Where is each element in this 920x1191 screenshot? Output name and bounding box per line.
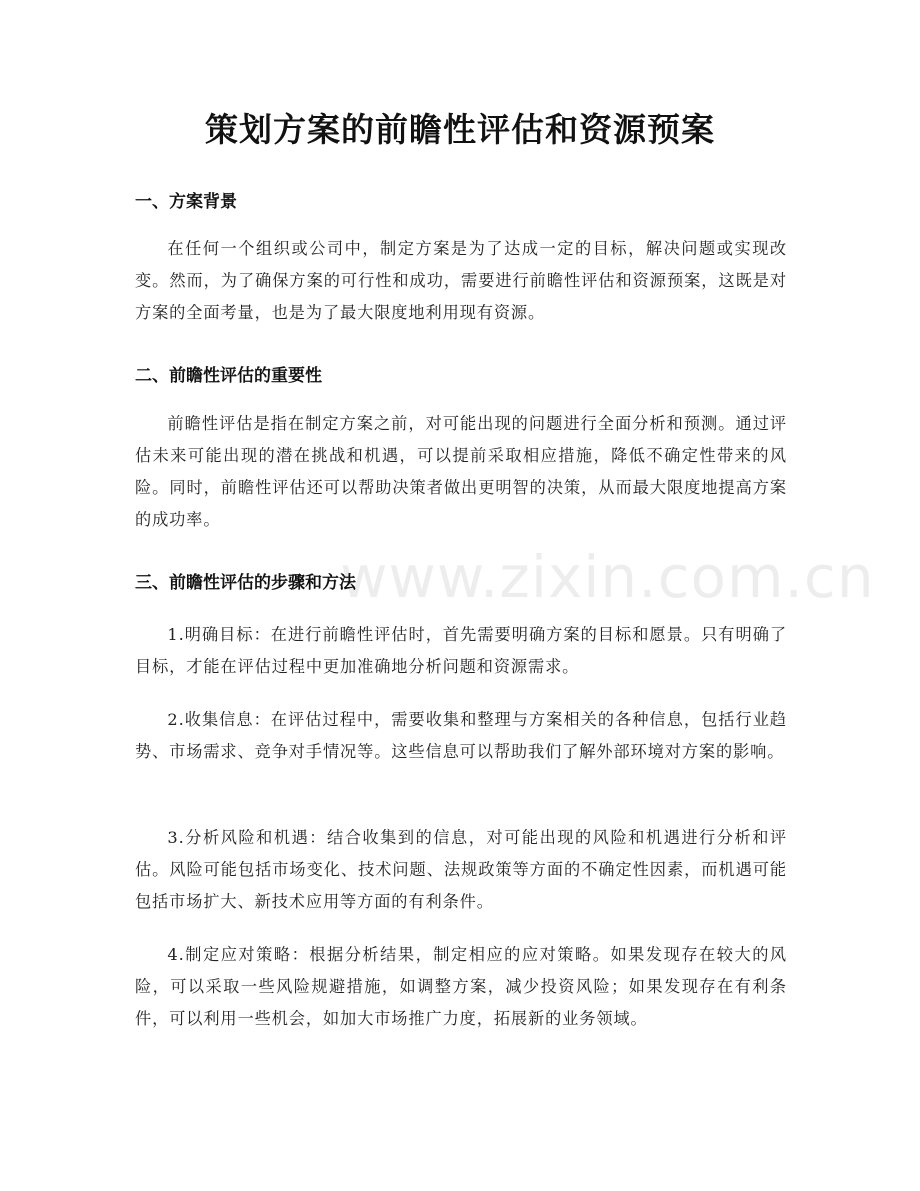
paragraph-background: 在任何一个组织或公司中，制定方案是为了达成一定的目标，解决问题或实现改变。然而，为了确保方案的可行性和成功，需要进行前瞻性评估和资源预案，这既是对方案的全面考量，也是为了最大限度地利用现有资源。	[135, 239, 787, 322]
paragraph-importance: 前瞻性评估是指在制定方案之前，对可能出现的问题进行全面分析和预测。通过评估未来可能出现的潜在挑战和机遇，可以提前采取相应措施，降低不确定性带来的风险。同时，前瞻性评估还可以帮助决策者做出更明智的决策，从而最大限度地提高方案的成功率。	[135, 414, 787, 529]
paragraph-step-3: 3.分析风险和机遇：结合收集到的信息，对可能出现的风险和机遇进行分析和评估。风险可能包括市场变化、技术问题、法规政策等方面的不确定性因素，而机遇可能包括市场扩大、新技术应用等方面的有利条件。	[135, 828, 787, 911]
section-heading-importance: 二、前瞻性评估的重要性	[135, 366, 322, 386]
paragraph-step-2: 2.收集信息：在评估过程中，需要收集和整理与方案相关的各种信息，包括行业趋势、市场需求、竞争对手情况等。这些信息可以帮助我们了解外部环境对方案的影响。	[135, 710, 787, 761]
watermark: www.zixin.com.cn	[340, 543, 875, 611]
paragraph-step-1: 1.明确目标：在进行前瞻性评估时，首先需要明确方案的目标和愿景。只有明确了目标，才能在评估过程中更加准确地分析问题和资源需求。	[135, 625, 787, 676]
section-heading-steps: 三、前瞻性评估的步骤和方法	[135, 573, 356, 593]
document-title: 策划方案的前瞻性评估和资源预案	[205, 110, 715, 149]
section-heading-background: 一、方案背景	[135, 192, 237, 212]
paragraph-step-4: 4.制定应对策略：根据分析结果，制定相应的应对策略。如果发现存在较大的风险，可以采取一些风险规避措施，如调整方案，减少投资风险；如果发现存在有利条件，可以利用一些机会，如加大市场推广力度，拓展新的业务领域。	[135, 945, 787, 1028]
